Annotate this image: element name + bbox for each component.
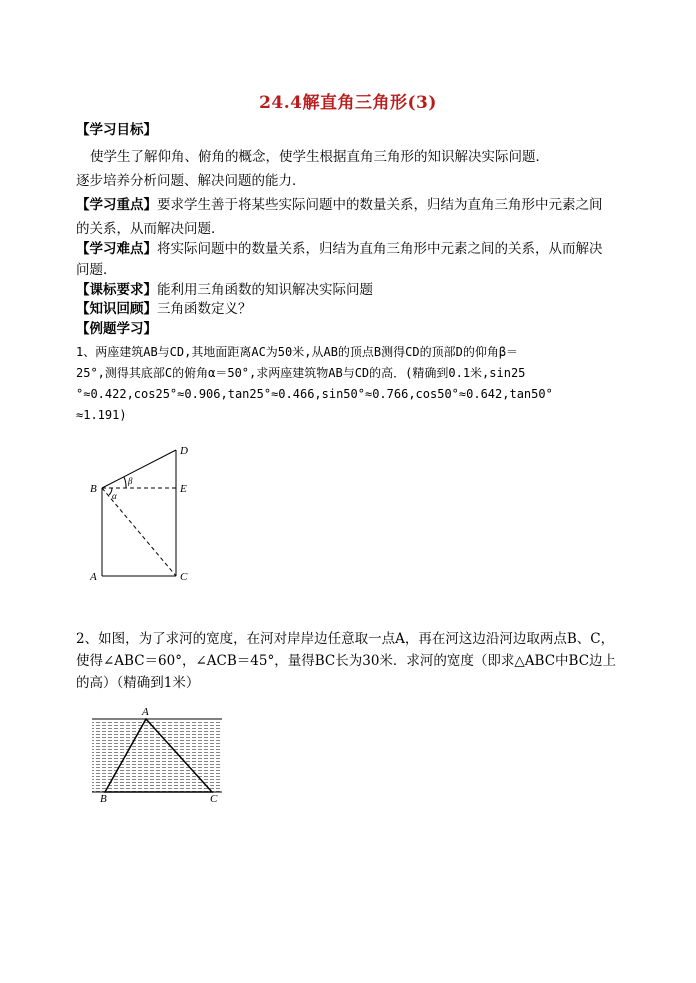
- problem1-line-3: °≈0.422,cos25°≈0.906,tan25°≈0.466,sin50°≈0.766,cos50°≈0.642,tan50°: [76, 387, 553, 401]
- difficulties-text-1: 将实际问题中的数量关系，归结为直角三角形中元素之间的关系，从而解决: [157, 241, 603, 257]
- problem2-line-1: 2、如图，为了求河的宽度，在河对岸岸边任意取一点A，再在河这边沿河边取两点B、C，: [76, 631, 615, 647]
- segment-bd: [102, 450, 176, 488]
- problem1-line-2: 25°,测得其底部C的俯角α＝50°,求两座建筑物AB与CD的高．(精确到0.1米,sin25: [76, 366, 526, 380]
- problem2-line-3: 的高）（精确到1米）: [76, 675, 200, 691]
- objectives-line-1: 使学生了解仰角、俯角的概念，使学生根据直角三角形的知识解决实际问题．: [90, 149, 549, 165]
- difficulties-heading: 【学习难点】: [76, 241, 157, 257]
- examples-heading: 【例题学习】: [76, 321, 157, 337]
- figure1-label-d: D: [180, 445, 188, 457]
- figure1-building-diagram: [86, 440, 206, 590]
- figure1-label-beta: β: [128, 476, 133, 486]
- review-heading: 【知识回顾】: [76, 301, 157, 317]
- problem1-line-1: 1、两座建筑AB与CD,其地面距离AC为50米,从AB的顶点B测得CD的顶部D的仰角β＝: [76, 345, 519, 359]
- key-points-line-1: [76, 194, 632, 216]
- key-points-line-2: 的关系，从而解决问题．: [76, 221, 225, 237]
- standards-text: 能利用三角函数的知识解决实际问题: [157, 282, 373, 298]
- figure1-label-a: A: [90, 571, 97, 583]
- figure2-label-a: A: [142, 706, 149, 718]
- objectives-heading: 【学习目标】: [76, 122, 157, 138]
- figure1-label-c: C: [180, 571, 188, 583]
- key-points-text-1: 要求学生善于将某些实际问题中的数量关系，归结为直角三角形中元素之间: [157, 197, 603, 213]
- review-line: [76, 298, 632, 320]
- difficulties-line-1: [76, 238, 632, 260]
- review-text: 三角函数定义？: [157, 301, 252, 317]
- figure1-label-b: B: [90, 483, 97, 495]
- standards-heading: 【课标要求】: [76, 282, 157, 298]
- figure2-river-diagram: [90, 706, 240, 806]
- problem2-line-2: 使得∠ABC＝60°，∠ACB＝45°，量得BC长为30米．求河的宽度（即求△ABC中BC边上: [76, 653, 617, 669]
- figure2-label-c: C: [210, 793, 218, 805]
- figure2-label-b: B: [100, 793, 107, 805]
- figure1-label-alpha: α: [112, 491, 117, 501]
- objectives-line-2: 逐步培养分析问题、解决问题的能力．: [76, 173, 306, 189]
- key-points-heading: 【学习重点】: [76, 197, 157, 213]
- problem1-line-4: ≈1.191): [76, 408, 127, 422]
- segment-bc-dashed: [102, 488, 176, 576]
- page-title: 24.4解直角三角形(3): [259, 93, 437, 113]
- difficulties-line-2: 问题．: [76, 262, 117, 278]
- angle-beta-arc: [124, 477, 126, 488]
- figure1-label-e: E: [180, 483, 187, 495]
